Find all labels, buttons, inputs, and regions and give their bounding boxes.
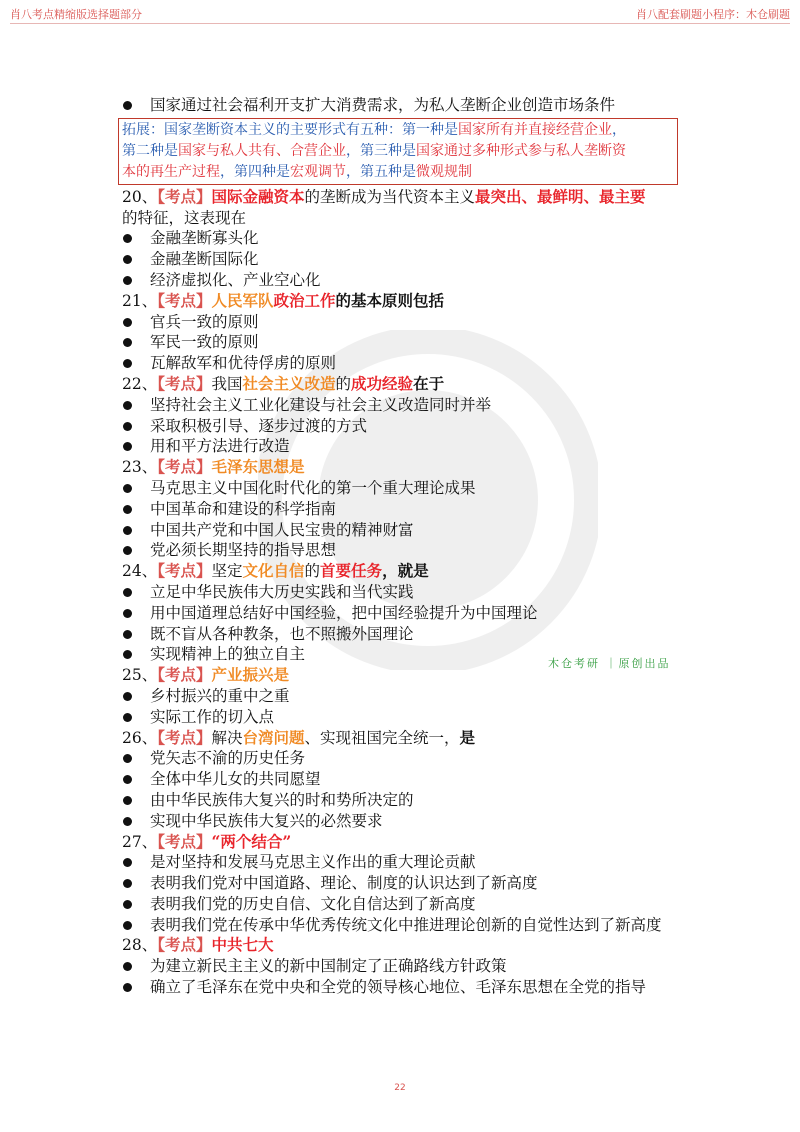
bullet-icon bbox=[123, 754, 132, 763]
bullet-icon bbox=[123, 101, 132, 110]
question-heading: 27、【考点】“两个结合” bbox=[122, 831, 292, 851]
list-item: 表明我们党的历史自信、文化自信达到了新高度 bbox=[122, 894, 682, 915]
question-heading: 28、【考点】中共七大 bbox=[122, 935, 274, 955]
list-item: 既不盲从各种教条，也不照搬外国理论 bbox=[122, 624, 682, 645]
bullet-icon bbox=[123, 318, 132, 327]
list-item: 党必须长期坚持的指导思想 bbox=[122, 540, 682, 561]
bullet-icon bbox=[123, 630, 132, 639]
bullet-icon bbox=[123, 255, 132, 264]
header-right: 肖八配套刷题小程序：木仓刷题 bbox=[636, 8, 790, 21]
bullet-icon bbox=[123, 505, 132, 514]
bullet-icon bbox=[123, 588, 132, 597]
bullet-icon bbox=[123, 401, 132, 410]
list-item: 表明我们党对中国道路、理论、制度的认识达到了新高度 bbox=[122, 873, 682, 894]
list-item: 立足中华民族伟大历史实践和当代实践 bbox=[122, 582, 682, 603]
bullet-icon bbox=[123, 526, 132, 535]
list-item: 由中华民族伟大复兴的时和势所决定的 bbox=[122, 790, 682, 811]
bullet-icon bbox=[123, 546, 132, 555]
bullet-icon bbox=[123, 713, 132, 722]
question-continuation: 的特征，这表现在 bbox=[122, 208, 247, 227]
list-item: 用中国道理总结好中国经验，把中国经验提升为中国理论 bbox=[122, 603, 682, 624]
question-heading: 23、【考点】毛泽东思想是 bbox=[122, 457, 305, 477]
bullet-icon bbox=[123, 775, 132, 784]
list-item: 实现中华民族伟大复兴的必然要求 bbox=[122, 811, 682, 832]
list-item: 经济虚拟化、产业空心化 bbox=[122, 270, 682, 291]
bullet-icon bbox=[123, 276, 132, 285]
bullet-icon bbox=[123, 879, 132, 888]
list-item: 用和平方法进行改造 bbox=[122, 436, 682, 457]
bullet-icon bbox=[123, 817, 132, 826]
list-item: 官兵一致的原则 bbox=[122, 312, 682, 333]
list-item: 瓦解敌军和优待俘虏的原则 bbox=[122, 353, 682, 374]
list-item: 党矢志不渝的历史任务 bbox=[122, 748, 682, 769]
header-divider bbox=[10, 23, 790, 24]
bullet-icon bbox=[123, 921, 132, 930]
list-item: 全体中华儿女的共同愿望 bbox=[122, 769, 682, 790]
bullet-icon bbox=[123, 484, 132, 493]
list-item: 金融垄断国际化 bbox=[122, 249, 682, 270]
bullet-icon bbox=[123, 962, 132, 971]
watermark-caption: 木仓考研 ｜原创出品 bbox=[548, 657, 671, 670]
question-heading: 25、【考点】产业振兴是 bbox=[122, 665, 290, 685]
list-item: 金融垄断寡头化 bbox=[122, 228, 682, 249]
bullet-icon bbox=[123, 796, 132, 805]
bullet-icon bbox=[123, 442, 132, 451]
header-left: 肖八考点精缩版选择题部分 bbox=[10, 8, 142, 21]
list-item: 实现精神上的独立自主 bbox=[122, 644, 682, 665]
bullet-icon bbox=[123, 359, 132, 368]
question-heading: 24、【考点】坚定文化自信的首要任务，就是 bbox=[122, 561, 429, 581]
list-item: 中国革命和建设的科学指南 bbox=[122, 499, 682, 520]
list-item: 军民一致的原则 bbox=[122, 332, 682, 353]
list-item bbox=[122, 95, 682, 116]
extension-box: 拓展：国家垄断资本主义的主要形式有五种：第一种是国家所有并直接经营企业， 第二种是国家与私人共有、合营企业，第三种是国家通过多种形式参与私人垄断资 本的再生产过程，第四种是宏观调节，第五种是微观规制 bbox=[118, 118, 678, 185]
list-item-text: 国家通过社会福利开支扩大消费需求，为私人垄断企业创造市场条件 bbox=[150, 96, 616, 114]
list-item: 坚持社会主义工业化建设与社会主义改造同时并举 bbox=[122, 395, 682, 416]
question-heading: 26、【考点】解决台湾问题、实现祖国完全统一，是 bbox=[122, 727, 476, 747]
list-item: 乡村振兴的重中之重 bbox=[122, 686, 682, 707]
bullet-icon bbox=[123, 900, 132, 909]
list-item: 采取积极引导、逐步过渡的方式 bbox=[122, 416, 682, 437]
bullet-icon bbox=[123, 422, 132, 431]
bullet-icon bbox=[123, 858, 132, 867]
page-content bbox=[122, 95, 682, 998]
question-heading: 22、【考点】我国社会主义改造的成功经验在于 bbox=[122, 373, 445, 393]
bullet-icon bbox=[123, 234, 132, 243]
list-item: 中国共产党和中国人民宝贵的精神财富 bbox=[122, 520, 682, 541]
question-heading: 20、【考点】国际金融资本的垄断成为当代资本主义最突出、最鲜明、最主要 bbox=[122, 186, 646, 206]
list-item: 马克思主义中国化时代化的第一个重大理论成果 bbox=[122, 478, 682, 499]
list-item: 实际工作的切入点 bbox=[122, 707, 682, 728]
question-heading: 21、【考点】人民军队政治工作的基本原则包括 bbox=[122, 290, 445, 310]
list-item: 确立了毛泽东在党中央和全党的领导核心地位、毛泽东思想在全党的指导 bbox=[122, 977, 682, 998]
bullet-icon bbox=[123, 983, 132, 992]
bullet-icon bbox=[123, 609, 132, 618]
list-item: 为建立新民主主义的新中国制定了正确路线方针政策 bbox=[122, 956, 682, 977]
bullet-icon bbox=[123, 338, 132, 347]
bullet-icon bbox=[123, 692, 132, 701]
page-number: 22 bbox=[394, 1083, 406, 1093]
list-item: 是对坚持和发展马克思主义作出的重大理论贡献 bbox=[122, 852, 682, 873]
list-item: 表明我们党在传承中华优秀传统文化中推进理论创新的自觉性达到了新高度 bbox=[122, 915, 682, 936]
bullet-icon bbox=[123, 650, 132, 659]
